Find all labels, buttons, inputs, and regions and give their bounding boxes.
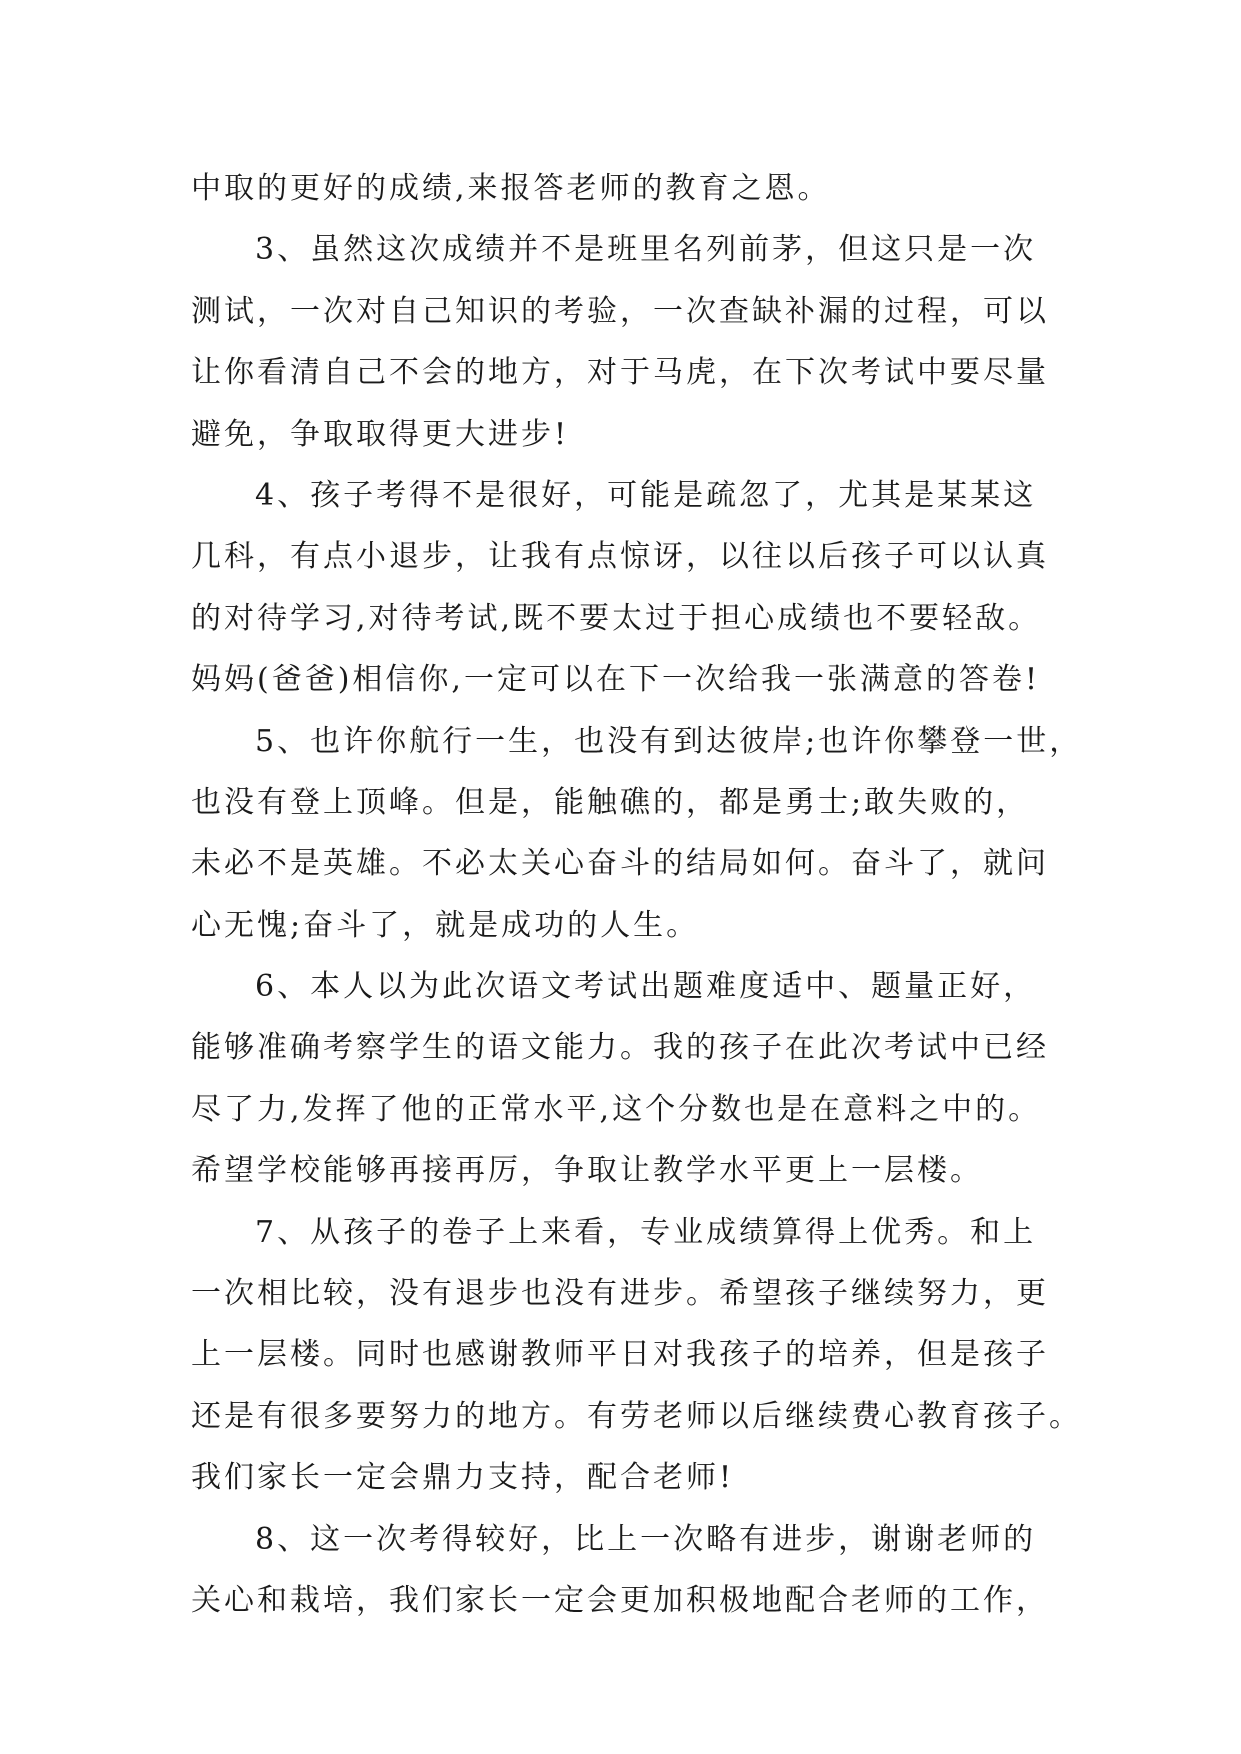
- text-line: 几科，有点小退步，让我有点惊讶，以往以后孩子可以认真: [191, 539, 1049, 575]
- text-line: 一次相比较，没有退步也没有进步。希望孩子继续努力，更: [191, 1276, 1049, 1312]
- text-line: 避免，争取取得更大进步!: [191, 416, 570, 452]
- text-line: 关心和栽培，我们家长一定会更加积极地配合老师的工作，: [191, 1582, 1049, 1618]
- text-line: 我们家长一定会鼎力支持，配合老师!: [191, 1460, 735, 1496]
- text-line: 8、这一次考得较好，比上一次略有进步，谢谢老师的: [255, 1521, 1037, 1557]
- text-line: 上一层楼。同时也感谢教师平日对我孩子的培养，但是孩子: [191, 1337, 1049, 1373]
- text-line: 中取的更好的成绩,来报答老师的教育之恩。: [191, 171, 831, 206]
- text-line: 4、孩子考得不是很好，可能是疏忽了，尤其是某某这: [255, 477, 1037, 513]
- text-line: 尽了力,发挥了他的正常水平,这个分数也是在意料之中的。: [191, 1091, 1042, 1127]
- text-line: 3、虽然这次成绩并不是班里名列前茅，但这只是一次: [255, 232, 1037, 268]
- text-line: 希望学校能够再接再厉，争取让教学水平更上一层楼。: [191, 1153, 983, 1189]
- text-line: 能够准确考察学生的语文能力。我的孩子在此次考试中已经: [191, 1030, 1049, 1066]
- text-line: 未必不是英雄。不必太关心奋斗的结局如何。奋斗了，就问: [191, 846, 1049, 882]
- text-line: 7、从孩子的卷子上来看，专业成绩算得上优秀。和上: [255, 1214, 1037, 1250]
- text-line: 6、本人以为此次语文考试出题难度适中、题量正好，: [255, 969, 1037, 1005]
- text-line: 让你看清自己不会的地方，对于马虎，在下次考试中要尽量: [191, 355, 1049, 391]
- text-line: 也没有登上顶峰。但是，能触礁的，都是勇士;敢失败的，: [191, 784, 1030, 820]
- text-line: 还是有很多要努力的地方。有劳老师以后继续费心教育孩子。: [191, 1398, 1082, 1434]
- text-line: 的对待学习,对待考试,既不要太过于担心成绩也不要轻敌。: [191, 600, 1042, 636]
- text-line: 心无愧;奋斗了，就是成功的人生。: [191, 907, 700, 943]
- text-line: 妈妈(爸爸)相信你,一定可以在下一次给我一张满意的答卷!: [191, 662, 1040, 698]
- document-body: [191, 158, 1083, 1631]
- text-line: 测试，一次对自己知识的考验，一次查缺补漏的过程，可以: [191, 293, 1049, 329]
- text-line: 5、也许你航行一生，也没有到达彼岸;也许你攀登一世，: [255, 723, 1083, 759]
